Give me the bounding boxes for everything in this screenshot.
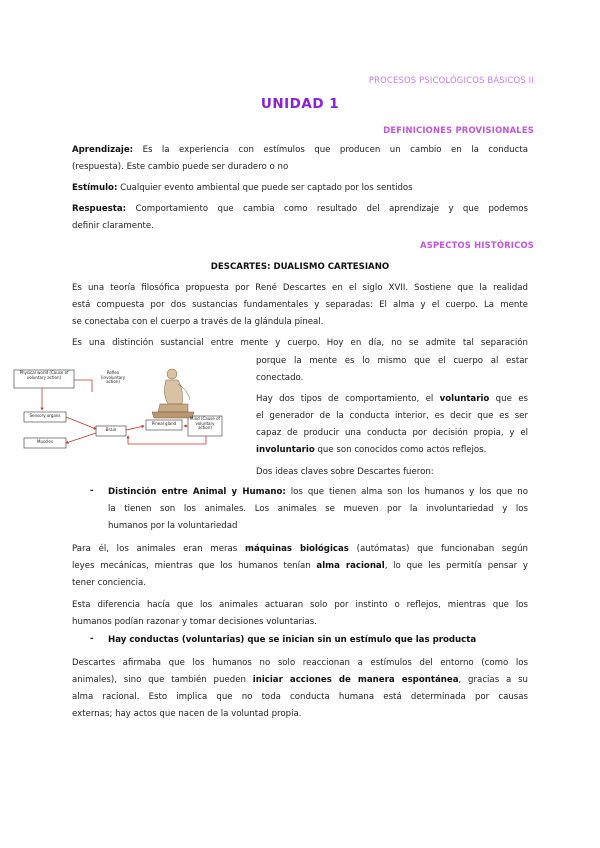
kneeling-figure-illustration — [152, 369, 194, 418]
text: Es la experiencia con estímulos que producen un cambio en la conducta — [142, 145, 528, 155]
section-heading-definiciones: DEFINICIONES PROVISIONALES — [383, 125, 534, 135]
paragraph-ideas — [256, 464, 528, 481]
text: Es una teoría filosófica propuesta por René Descartes en el siglo XVII. Sostiene que la realidad — [72, 283, 528, 293]
header-subject: PROCESOS PSICOLÓGICOS BÁSICOS II — [368, 75, 534, 85]
term-voluntario: voluntario — [439, 394, 490, 404]
text: Hay conductas (voluntarias) que se inician sin un estímulo que las producta — [108, 635, 477, 645]
text: Cualquier evento ambiental que puede ser captado por los sentidos — [120, 183, 413, 193]
text: , lo que les permitía pensar y — [384, 561, 528, 571]
text: Para él, los animales eran meras — [72, 544, 245, 554]
text: capaz de producir una conducta por decisión propia, y el — [256, 428, 528, 438]
text: definir claramente. — [72, 221, 154, 231]
text: conectado. — [256, 373, 304, 383]
paragraph-maquinas — [72, 541, 528, 592]
text: porque la mente es lo mismo que el cuerpo al estar — [256, 356, 528, 366]
text: que es — [489, 394, 528, 404]
text: Comportamiento que cambia como resultado del aprendizaje y que podemos — [135, 204, 529, 214]
box-muscles: Muscles — [37, 439, 53, 444]
bullet-animal-humano — [108, 484, 528, 535]
definition-aprendizaje — [72, 142, 528, 176]
text: humanos podían razonar y tomar decisiones voluntarias. — [72, 617, 317, 627]
text: alma racional. Esto implica que no toda conducta humana está determinada por causas — [72, 692, 528, 702]
text: Es una distinción sustancial entre mente y cuerpo. Hoy en día, no se admite tal separación — [72, 338, 528, 348]
text: Descartes afirmaba que los humanos no solo reaccionan a estímulos del entorno (como los — [72, 658, 528, 668]
text: los que tienen alma son los humanos y los que no — [285, 487, 528, 497]
text: humanos por la voluntariedad — [108, 521, 238, 531]
text: animales), sino que también pueden — [72, 675, 253, 685]
term-involuntario: involuntario — [256, 445, 315, 455]
text: externas; hay actos que nacen de la voluntad propia. — [72, 709, 302, 719]
term-alma-racional: alma racional — [316, 561, 385, 571]
box-mind: Mind (Cause of voluntary action) — [190, 416, 220, 431]
box-physical-world: Physical world (Cause of voluntary action) — [19, 370, 69, 380]
descartes-figure — [12, 360, 224, 464]
text: se conectaba con el cuerpo a través de la glándula pineal. — [72, 317, 324, 327]
section-heading-aspectos: ASPECTOS HISTÓRICOS — [420, 240, 534, 250]
text: (autómatas) que funcionaban según — [348, 544, 529, 554]
term-estimulo: Estímulo: — [72, 183, 118, 193]
text: Hay dos tipos de comportamiento, el — [256, 394, 440, 404]
text: la tienen son los animales. Los animales se mueven por la involuntariedad y los — [108, 504, 528, 514]
term-maquinas: máquinas biológicas — [244, 544, 349, 554]
page-title: UNIDAD 1 — [260, 96, 340, 112]
paragraph-distincion-cont — [256, 353, 528, 387]
text: leyes mecánicas, mientras que los humanos tenían — [72, 561, 317, 571]
paragraph-distincion — [72, 335, 528, 352]
definition-estimulo — [72, 180, 528, 197]
box-sensory-organs: Sensory organs — [29, 413, 61, 418]
bullet-conductas — [108, 632, 528, 649]
text: , gracias a su — [458, 675, 528, 685]
box-pineal-gland: Pineal gland — [151, 421, 177, 426]
text: el generador de la conducta interior, es decir que es ser — [256, 411, 528, 421]
definition-respuesta — [72, 201, 528, 235]
bullet-dash: - — [90, 486, 94, 496]
box-brain: Brain — [105, 427, 117, 432]
text: está compuesta por dos sustancias fundamentales y separadas: El alma y el cuerpo. La mente — [72, 300, 528, 310]
text: Esta diferencia hacía que los animales actuaran solo por instinto o reflejos, mientras que los — [72, 600, 528, 610]
text: (respuesta). Este cambio puede ser duradero o no — [72, 162, 289, 172]
text: que son conocidos como actos reflejos. — [314, 445, 487, 455]
term-aprendizaje: Aprendizaje: — [72, 145, 134, 155]
text: Dos ideas claves sobre Descartes fueron: — [256, 467, 434, 477]
bullet-dash: - — [90, 634, 94, 644]
label-reflex: Reflex (involuntary action) — [100, 370, 126, 385]
term-distincion: Distinción entre Animal y Humano: — [108, 487, 286, 497]
paragraph-diferencia — [72, 597, 528, 631]
paragraph-intro — [72, 280, 528, 331]
text: tener conciencia. — [72, 578, 147, 588]
subheading-descartes: DESCARTES: DUALISMO CARTESIANO — [210, 262, 390, 272]
paragraph-comportamiento — [256, 391, 528, 459]
paragraph-afirmaba — [72, 655, 528, 723]
term-respuesta: Respuesta: — [72, 204, 127, 214]
term-iniciar: iniciar acciones de manera espontánea — [252, 675, 459, 685]
